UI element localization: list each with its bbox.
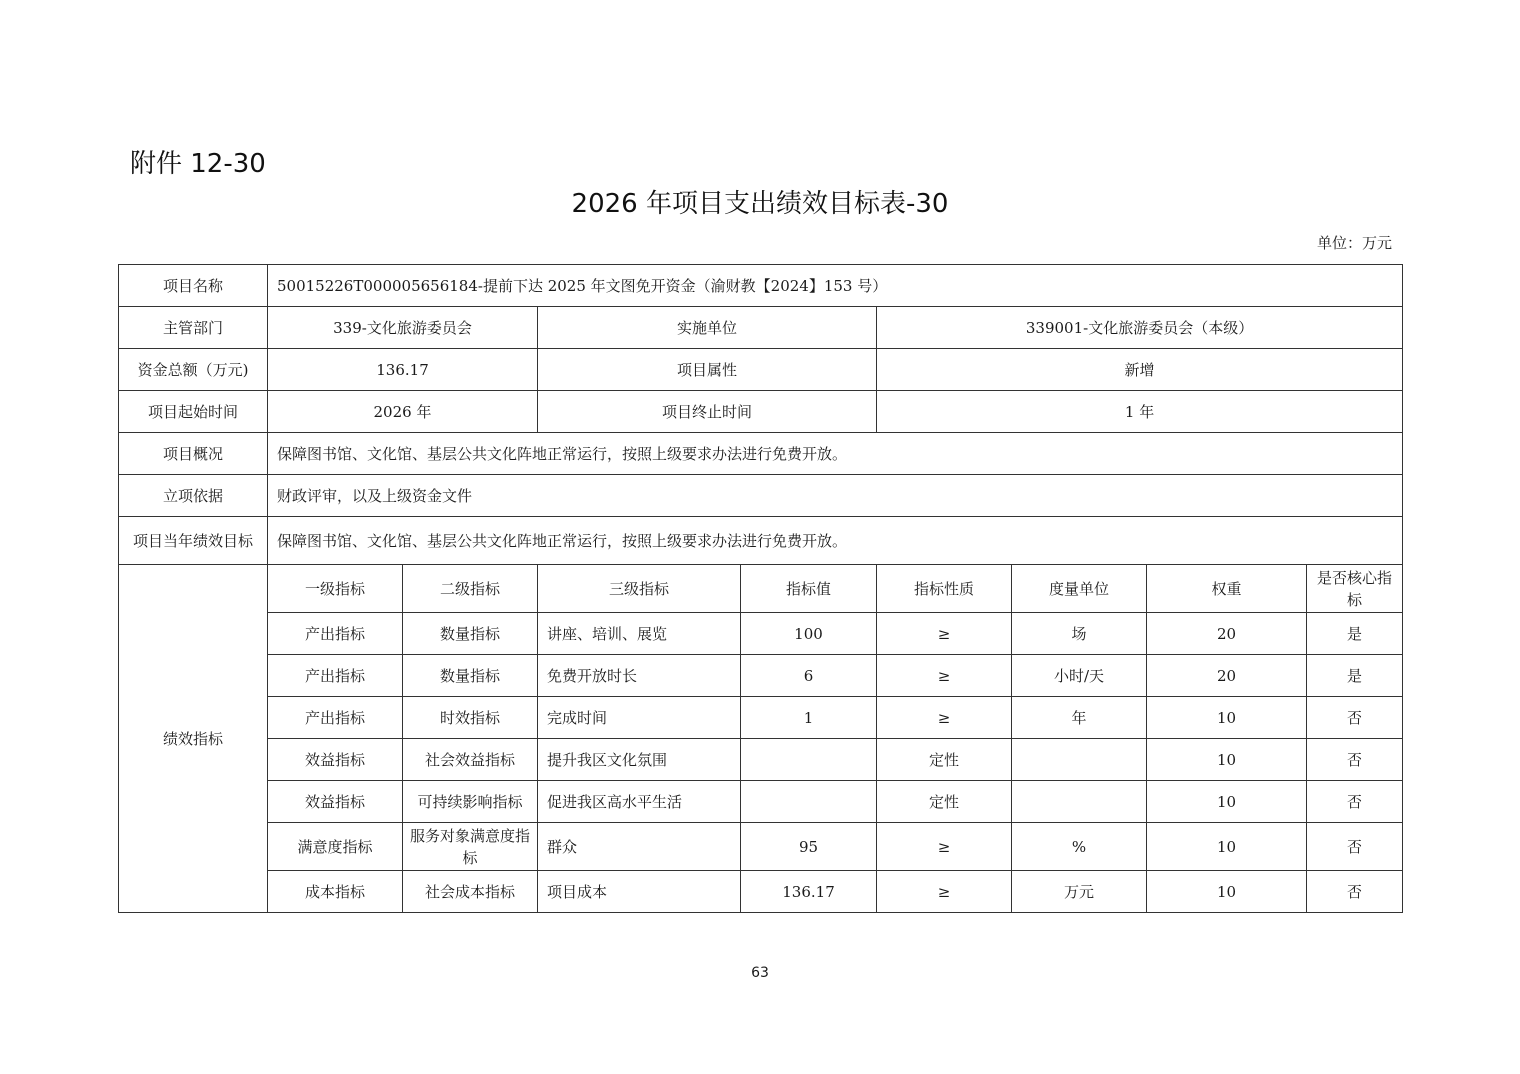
cell-level1: 满意度指标 [268, 823, 403, 871]
cell-value: 1 [741, 697, 877, 739]
table-row [119, 823, 1403, 871]
cell-core: 是 [1307, 655, 1403, 697]
header-nature: 指标性质 [877, 565, 1012, 613]
cell-level3: 讲座、培训、展览 [538, 613, 741, 655]
cell-value: 95 [741, 823, 877, 871]
cell-nature: 定性 [877, 739, 1012, 781]
end-label: 项目终止时间 [538, 391, 877, 433]
goal-label: 项目当年绩效目标 [119, 517, 268, 565]
start-value: 2026 年 [268, 391, 538, 433]
cell-core: 否 [1307, 871, 1403, 913]
attr-value: 新增 [877, 349, 1403, 391]
table-row [119, 613, 1403, 655]
cell-unit: 年 [1012, 697, 1147, 739]
cell-level3: 完成时间 [538, 697, 741, 739]
cell-unit: 小时/天 [1012, 655, 1147, 697]
cell-level2: 时效指标 [403, 697, 538, 739]
cell-core: 否 [1307, 697, 1403, 739]
cell-core: 否 [1307, 823, 1403, 871]
performance-table [118, 264, 1403, 913]
cell-unit [1012, 739, 1147, 781]
cell-nature: 定性 [877, 781, 1012, 823]
cell-level1: 产出指标 [268, 697, 403, 739]
attachment-label: 附件 12-30 [130, 149, 266, 179]
overview-value: 保障图书馆、文化馆、基层公共文化阵地正常运行，按照上级要求办法进行免费开放。 [268, 433, 1403, 475]
cell-unit: 场 [1012, 613, 1147, 655]
cell-weight: 10 [1147, 697, 1307, 739]
cell-level2: 社会成本指标 [403, 871, 538, 913]
fund-value: 136.17 [268, 349, 538, 391]
cell-weight: 10 [1147, 823, 1307, 871]
attr-label: 项目属性 [538, 349, 877, 391]
cell-level2: 可持续影响指标 [403, 781, 538, 823]
header-level2: 二级指标 [403, 565, 538, 613]
header-level1: 一级指标 [268, 565, 403, 613]
cell-level2: 社会效益指标 [403, 739, 538, 781]
cell-weight: 10 [1147, 871, 1307, 913]
cell-core: 否 [1307, 739, 1403, 781]
cell-value [741, 781, 877, 823]
end-value: 1 年 [877, 391, 1403, 433]
cell-unit: % [1012, 823, 1147, 871]
cell-value: 100 [741, 613, 877, 655]
cell-unit: 万元 [1012, 871, 1147, 913]
cell-nature: ≥ [877, 655, 1012, 697]
cell-weight: 10 [1147, 781, 1307, 823]
table-row [119, 739, 1403, 781]
cell-level3: 促进我区高水平生活 [538, 781, 741, 823]
cell-level1: 成本指标 [268, 871, 403, 913]
table-row [119, 697, 1403, 739]
cell-level1: 产出指标 [268, 613, 403, 655]
table-row [119, 871, 1403, 913]
project-name-label: 项目名称 [119, 265, 268, 307]
cell-value: 6 [741, 655, 877, 697]
cell-level2: 服务对象满意度指标 [403, 823, 538, 871]
page-number: 63 [751, 965, 769, 981]
table-row [119, 655, 1403, 697]
unit-label: 单位：万元 [1316, 234, 1392, 252]
cell-level1: 效益指标 [268, 781, 403, 823]
header-value: 指标值 [741, 565, 877, 613]
cell-value [741, 739, 877, 781]
project-name-value: 50015226T000005656184-提前下达 2025 年文图免开资金（渝财教【2024】153 号） [268, 265, 1403, 307]
cell-nature: ≥ [877, 871, 1012, 913]
impl-label: 实施单位 [538, 307, 877, 349]
overview-label: 项目概况 [119, 433, 268, 475]
cell-core: 是 [1307, 613, 1403, 655]
cell-level1: 效益指标 [268, 739, 403, 781]
cell-level2: 数量指标 [403, 613, 538, 655]
start-label: 项目起始时间 [119, 391, 268, 433]
cell-weight: 20 [1147, 655, 1307, 697]
dept-label: 主管部门 [119, 307, 268, 349]
header-weight: 权重 [1147, 565, 1307, 613]
cell-nature: ≥ [877, 823, 1012, 871]
cell-nature: ≥ [877, 613, 1012, 655]
dept-value: 339-文化旅游委员会 [268, 307, 538, 349]
cell-level3: 提升我区文化氛围 [538, 739, 741, 781]
cell-nature: ≥ [877, 697, 1012, 739]
fund-label: 资金总额（万元) [119, 349, 268, 391]
cell-level3: 项目成本 [538, 871, 741, 913]
page-title: 2026 年项目支出绩效目标表-30 [571, 189, 949, 219]
basis-label: 立项依据 [119, 475, 268, 517]
basis-value: 财政评审，以及上级资金文件 [268, 475, 1403, 517]
cell-level1: 产出指标 [268, 655, 403, 697]
indicators-section-label: 绩效指标 [119, 565, 268, 913]
cell-unit [1012, 781, 1147, 823]
impl-value: 339001-文化旅游委员会（本级） [877, 307, 1403, 349]
header-unit: 度量单位 [1012, 565, 1147, 613]
cell-value: 136.17 [741, 871, 877, 913]
header-level3: 三级指标 [538, 565, 741, 613]
header-core: 是否核心指标 [1307, 565, 1403, 613]
table-row [119, 781, 1403, 823]
cell-level2: 数量指标 [403, 655, 538, 697]
cell-weight: 20 [1147, 613, 1307, 655]
cell-level3: 免费开放时长 [538, 655, 741, 697]
goal-value: 保障图书馆、文化馆、基层公共文化阵地正常运行，按照上级要求办法进行免费开放。 [268, 517, 1403, 565]
cell-core: 否 [1307, 781, 1403, 823]
cell-weight: 10 [1147, 739, 1307, 781]
cell-level3: 群众 [538, 823, 741, 871]
